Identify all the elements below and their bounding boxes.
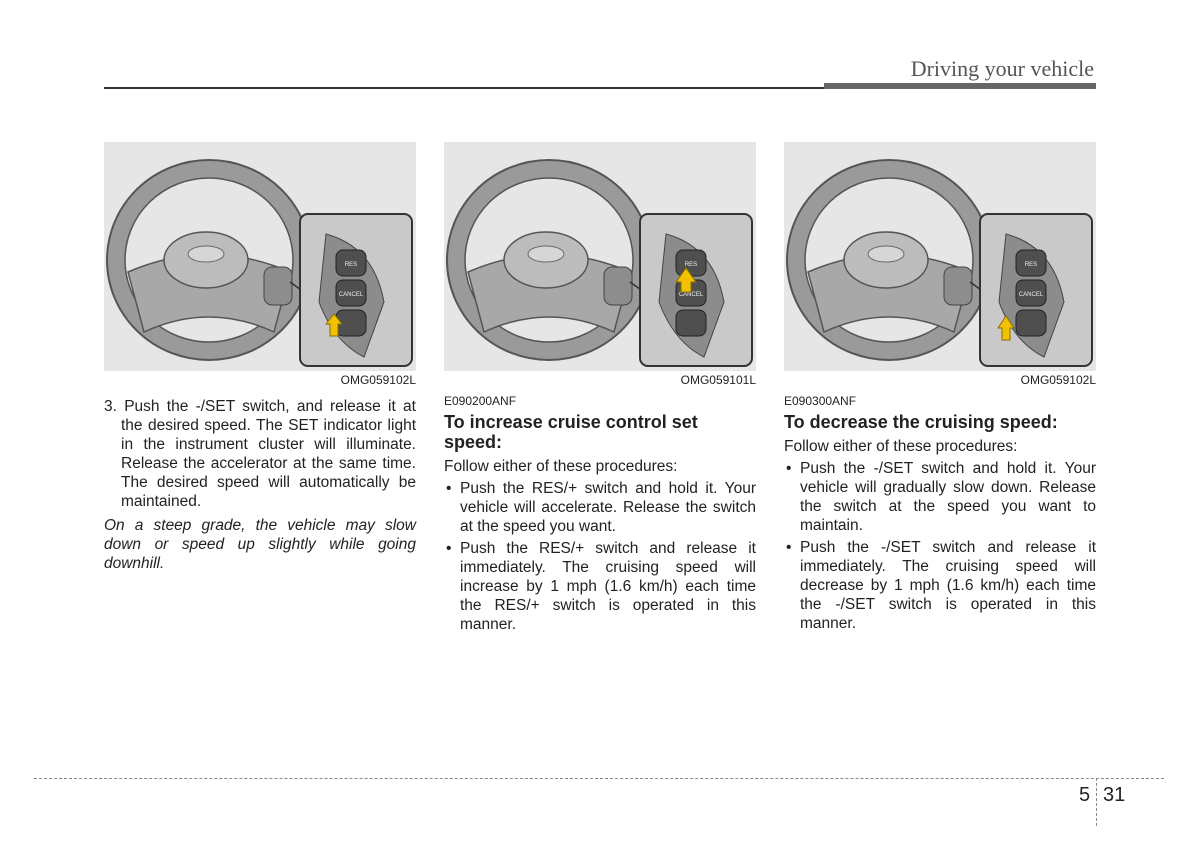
res-switch-label: RES (344, 262, 358, 268)
column-1 (104, 142, 416, 573)
section-heading: To increase cruise control set speed: (444, 412, 698, 452)
steering-wheel-illustration (444, 142, 756, 371)
intro-text: Follow either of these procedures: (444, 458, 678, 475)
bullet-icon: • (446, 480, 452, 497)
section-code: E090200ANF (444, 394, 517, 408)
steering-wheel-illustration (784, 142, 1096, 371)
column-3 (784, 142, 1096, 636)
figure-caption: OMG059102L (340, 373, 416, 387)
res-switch-label: RES (684, 262, 698, 268)
section-title: Driving your vehicle (910, 56, 1094, 81)
cancel-switch-label: CANCEL (678, 292, 704, 298)
chapter-number: 5 (1079, 784, 1091, 806)
section-heading: To decrease the cruising speed: (784, 412, 1058, 432)
list-item: • Push the RES/+ switch and release it immediately. The cruising speed will increase by 1 mph (1.6 km/h) each time the RES/+ switch is operated in this manner. (446, 540, 756, 633)
procedure-list (444, 479, 756, 634)
list-item: • Push the RES/+ switch and hold it. Your vehicle will accelerate. Release the switch at the speed you want. (446, 480, 756, 535)
procedure-list (784, 459, 1096, 633)
header-rule-accent (824, 83, 1096, 89)
steering-wheel-illustration (104, 142, 416, 371)
footer-rule (34, 778, 1164, 779)
bullet-icon: • (786, 539, 792, 556)
step-3-text: 3. Push the -/SET switch, and release it at the desired speed. The SET indicator light in the instrument cluster will illuminate. Release the accelerator at the same time. The desired speed will automatically be maintained. (104, 398, 416, 510)
steering-wheel-figure (784, 142, 1096, 371)
list-item: • Push the -/SET switch and release it immediately. The cruising speed will decrease by 1 mph (1.6 km/h) each time the -/SET switch is operated in this manner. (786, 539, 1096, 632)
bullet-icon: • (786, 460, 792, 477)
list-item: • Push the -/SET switch and hold it. Your vehicle will gradually slow down. Release the switch at the speed you want to maintain. (786, 460, 1096, 534)
cancel-switch-label: CANCEL (1018, 292, 1044, 298)
bullet-icon: • (446, 540, 452, 557)
cancel-switch-label: CANCEL (338, 292, 364, 298)
steering-wheel-figure (104, 142, 416, 371)
page-number: 31 (1103, 784, 1126, 806)
figure-caption: OMG059102L (1020, 373, 1096, 387)
figure-caption: OMG059101L (680, 373, 756, 387)
footer-divider (1096, 778, 1097, 826)
res-switch-label: RES (1024, 262, 1038, 268)
intro-text: Follow either of these procedures: (784, 438, 1018, 455)
note-text: On a steep grade, the vehicle may slow down or speed up slightly while going downhill. (104, 517, 416, 572)
column-2 (444, 142, 756, 637)
steering-wheel-figure (444, 142, 756, 371)
header-rule (104, 87, 824, 89)
section-code: E090300ANF (784, 394, 857, 408)
